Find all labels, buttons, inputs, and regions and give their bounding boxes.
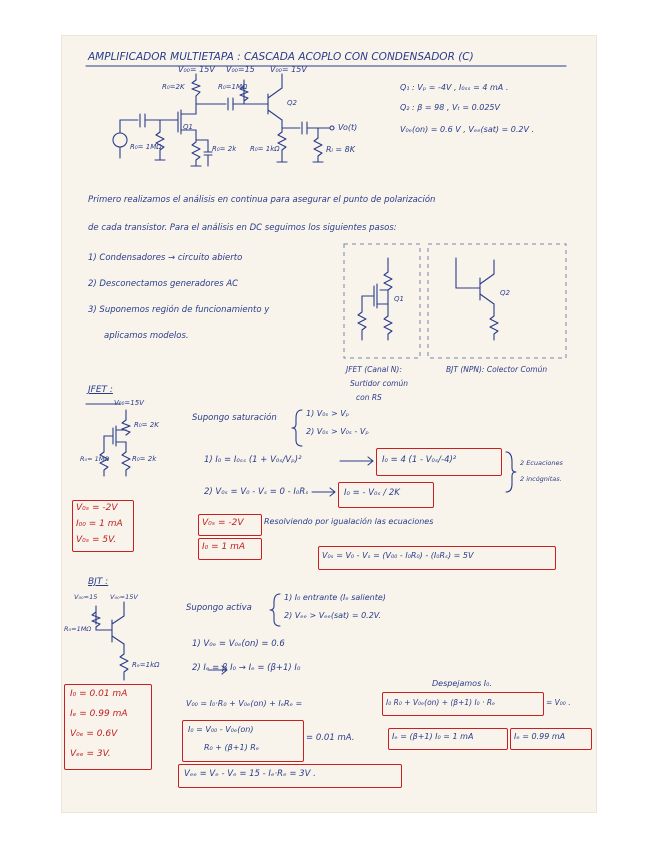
bjt-dc-diagram (456, 258, 498, 340)
bjt-supongo: Supongo activa (186, 603, 252, 613)
re-label: R₀= 1kΩ (250, 145, 280, 153)
bjt-vbb-label: V₀₀=15 (74, 593, 98, 601)
vout-label: Vo(t) (338, 123, 358, 132)
jfet-eq-2b: I₀ = - V₀ₛ / 2K (344, 488, 400, 498)
vbb-label: V₀₀=15 (226, 65, 255, 74)
bjt-re-label: Rₑ=1kΩ (132, 661, 160, 669)
bjt-rb-label: R₀=1MΩ (64, 625, 92, 633)
bjt-eq-1: 1) V₀ₑ = V₀ₑ(on) = 0.6 (192, 639, 285, 649)
vbe-specs: V₀ₑ(on) = 0.6 V , Vₑₑ(sat) = 0.2V . (400, 125, 535, 134)
jfet-result-id: I₀₀ = 1 mA (76, 519, 123, 529)
jfet-result-vds: V₀ₛ = 5V. (76, 535, 117, 545)
dc-q1-label: Q1 (394, 295, 404, 303)
rd-label: R₀=2K (162, 83, 185, 91)
bjt-eq-2: 2) Iₑ = β I₀ → Iₑ = (β+1) I₀ (192, 663, 301, 673)
bjt-kvl: V₀₀ = I₀·R₀ + V₀ₑ(on) + IₑRₑ = (186, 699, 303, 708)
jfet-rd-label: R₀= 2K (134, 421, 159, 429)
jfet-result-vgs: V₀ₛ = -2V (76, 503, 118, 513)
bjt-section-diagram (92, 602, 128, 680)
bjt-ie-eq: Iₑ = (β+1) I₀ = 1 mA (392, 732, 474, 741)
q1-specs: Q₁ : Vₚ = -4V , I₀ₛₛ = 4 mA . (400, 83, 509, 92)
bjt-cond-1: 1) I₀ entrante (Iₑ saliente) (284, 593, 386, 602)
jfet-eq-1: 1) I₀ = I₀ₛₛ (1 + V₀ₛ/Vₚ)² (204, 455, 302, 465)
step-3-cont: aplicamos modelos. (104, 331, 189, 341)
jfet-section-diagram (86, 404, 130, 476)
jfet-rs-label: R₀= 2k (132, 455, 157, 463)
bjt-kvl-boxed: I₀ R₀ + V₀ₑ(on) + (β+1) I₀ · Rₑ (386, 698, 496, 707)
jfet-resolviendo: Resolviendo por igualación las ecuaciones (264, 517, 434, 526)
bjt-kvl-end: = V₀₀ . (546, 698, 571, 707)
jfet-cond-1: 1) V₀ₛ > Vₚ (306, 409, 350, 418)
bjt-vce-eq: Vₑₑ = Vₑ - Vₑ = 15 - Iₑ·Rₑ = 3V . (184, 769, 316, 779)
jfet-rg-label: R₀= 1MΩ (80, 455, 110, 463)
jfet-vdd-label: V₀₀=15V (114, 399, 144, 407)
jfet-eq-2: 2) V₀ₛ = V₀ - Vₛ = 0 - I₀Rₛ (204, 487, 309, 497)
page-title: AMPLIFICADOR MULTIETAPA : CASCADA ACOPLO CON CONDENSADOR (C) (88, 51, 474, 63)
rl-label: Rₗ = 8K (326, 145, 356, 154)
jfet-ecs-2: 2 incógnitas. (520, 475, 562, 483)
bjt-result-vce: Vₑₑ = 3V. (70, 749, 111, 759)
jfet-vgs-value: V₀ₛ = -2V (202, 518, 244, 528)
bjt-result-ic: Iₑ = 0.99 mA (70, 709, 128, 719)
bjt-vcc-label: V₀₀=15V (110, 593, 138, 601)
rg-label: R₀= 1MΩ (130, 143, 162, 151)
bjt-dc-caption: BJT (NPN): Colector Común (446, 365, 548, 374)
jfet-dc-diagram (358, 258, 392, 340)
rs-label: R₀= 2k (212, 145, 237, 153)
jfet-id-value: I₀ = 1 mA (202, 542, 246, 552)
bjt-despejamos: Despejamos I₀. (432, 679, 492, 688)
bjt-ib-den: R₀ + (β+1) Rₑ (204, 743, 260, 752)
jfet-eq-1b: I₀ = 4 (1 - V₀ₛ/-4)² (382, 455, 457, 465)
bjt-result-vbe: V₀ₑ = 0.6V (70, 729, 118, 739)
jfet-dc-caption-3: con RS (356, 393, 382, 402)
rb-label: R₀=1MΩ (218, 83, 248, 91)
dc-q2-label: Q2 (500, 289, 510, 297)
jfet-supongo: Supongo saturación (192, 413, 277, 423)
q2-label: Q2 (287, 99, 297, 107)
jfet-dc-caption-1: JFET (Canal N): (346, 365, 402, 374)
intro-line-2: de cada transistor. Para el análisis en DC seguimos los siguientes pasos: (88, 223, 397, 233)
jfet-cond-2: 2) V₀ₛ > V₀ₛ - Vₚ (306, 427, 369, 436)
q1-label: Q1 (183, 123, 193, 131)
jfet-dc-caption-2: Surtidor común (350, 379, 408, 388)
vcc-label: V₀₀= 15V (270, 65, 307, 74)
bjt-ic-eq: Iₑ = 0.99 mA (514, 732, 566, 741)
step-2: 2) Desconectamos generadores AC (88, 279, 239, 289)
intro-line-1: Primero realizamos el análisis en continua para asegurar el punto de polarización (88, 195, 436, 205)
bjt-cond-2: 2) Vₑₑ > Vₑₑ(sat) = 0.2V. (284, 611, 381, 620)
bjt-ib-num: I₀ = V₀₀ - V₀ₑ(on) (188, 725, 254, 734)
bjt-result-ib: I₀ = 0.01 mA (70, 689, 128, 699)
bjt-heading: BJT : (88, 577, 109, 587)
step-3: 3) Suponemos región de funcionamiento y (88, 305, 270, 315)
vdd-label: V₀₀= 15V (178, 65, 215, 74)
q2-specs: Q₂ : β = 98 , Vₜ = 0.025V (400, 103, 500, 112)
jfet-vds-eq: V₀ₛ = V₀ - Vₛ = (V₀₀ - I₀R₀) - (I₀Rₛ) = 5V (322, 551, 474, 560)
jfet-heading: JFET : (88, 385, 113, 395)
jfet-ecs-1: 2 Ecuaciones (520, 459, 563, 467)
step-1: 1) Condensadores → circuito abierto (88, 253, 243, 263)
bjt-ib-result: = 0.01 mA. (306, 733, 355, 743)
